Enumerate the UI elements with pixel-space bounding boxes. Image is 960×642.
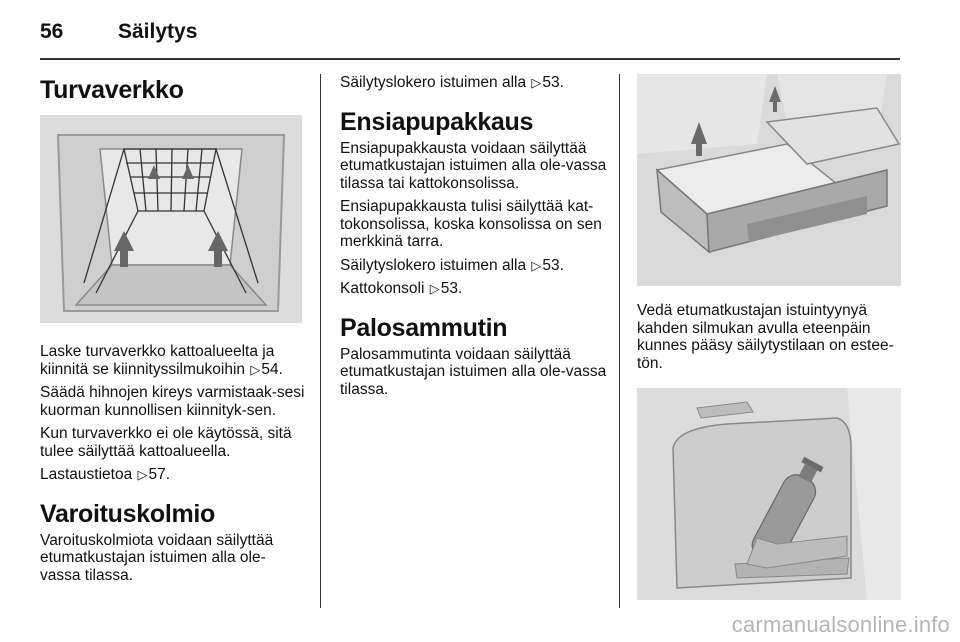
column-divider-left xyxy=(320,74,321,608)
chapter-title: Säilytys xyxy=(118,20,198,43)
page-reference-arrow-icon: ▷ xyxy=(531,257,542,273)
section-title-turvaverkko: Turvaverkko xyxy=(40,76,184,104)
page-number: 56 xyxy=(40,20,64,43)
column-3 xyxy=(637,74,905,600)
safety-net-illustration xyxy=(40,115,302,323)
page-reference-arrow-icon: ▷ xyxy=(531,75,542,90)
paragraph-storage-under-seat-ref: Säilytyslokero istuimen alla ▷53. xyxy=(340,256,564,274)
section-title-varoituskolmio: Varoituskolmio xyxy=(40,499,216,528)
paragraph-pull-seat-cushion: Vedä etumatkustajan istuintyynyä kahden silmukan avulla eteenpäin kunnes pääsy säilytystilaan on estee-tön. xyxy=(637,302,894,372)
watermark: carmanualsonline.info xyxy=(731,612,950,637)
section-title-palosammutin: Palosammutin xyxy=(340,313,508,342)
paragraph-loading-info: Lastaustietoa ▷57. xyxy=(40,466,171,483)
paragraph-lower-net: Laske turvaverkko kattoalueelta ja kiinnitä se kiinnityssilmukoihin ▷54. xyxy=(40,343,283,378)
section-title-ensiapupakkaus: Ensiapupakkaus xyxy=(340,107,534,136)
column-2 xyxy=(340,74,612,404)
column-divider-right xyxy=(619,74,620,608)
paragraph-roof-console-ref: Kattokonsoli ▷53. xyxy=(340,280,463,297)
seat-cushion-illustration xyxy=(637,74,901,286)
page-header xyxy=(40,14,900,54)
paragraph-first-aid-recommended: Ensiapupakkausta tulisi säilyttää kat-tokonsolissa, koska konsolissa on sen merkkinä tarra. xyxy=(340,198,602,250)
paragraph-adjust-straps: Säädä hihnojen kireys varmistaak-sesi kuorman kunnollisen kiinnityk-sen. xyxy=(40,384,305,419)
paragraph-storage-under-seat: Säilytyslokero istuimen alla ▷53. xyxy=(340,74,564,91)
paragraph-storage-when-unused: Kun turvaverkko ei ole käytössä, sitä tulee säilyttää kattoalueella. xyxy=(40,425,292,460)
paragraph-first-aid-location: Ensiapupakkausta voidaan säilyttää etumatkustajan istuimen alla ole-vassa tilassa tai kattokonsolissa. xyxy=(340,139,607,192)
header-rule xyxy=(40,58,900,60)
fire-extinguisher-illustration xyxy=(637,388,901,600)
page-reference-arrow-icon: ▷ xyxy=(250,361,261,377)
column-1 xyxy=(40,74,306,590)
page-reference-arrow-icon: ▷ xyxy=(137,467,148,482)
paragraph-warning-triangle: Varoituskolmiota voidaan säilyttää etumatkustajan istuimen alla ole-vassa tilassa. xyxy=(40,531,274,584)
paragraph-fire-extinguisher: Palosammutinta voidaan säilyttää etumatkustajan istuimen alla ole-vassa tilassa. xyxy=(340,345,607,398)
page-reference-arrow-icon: ▷ xyxy=(429,281,440,296)
